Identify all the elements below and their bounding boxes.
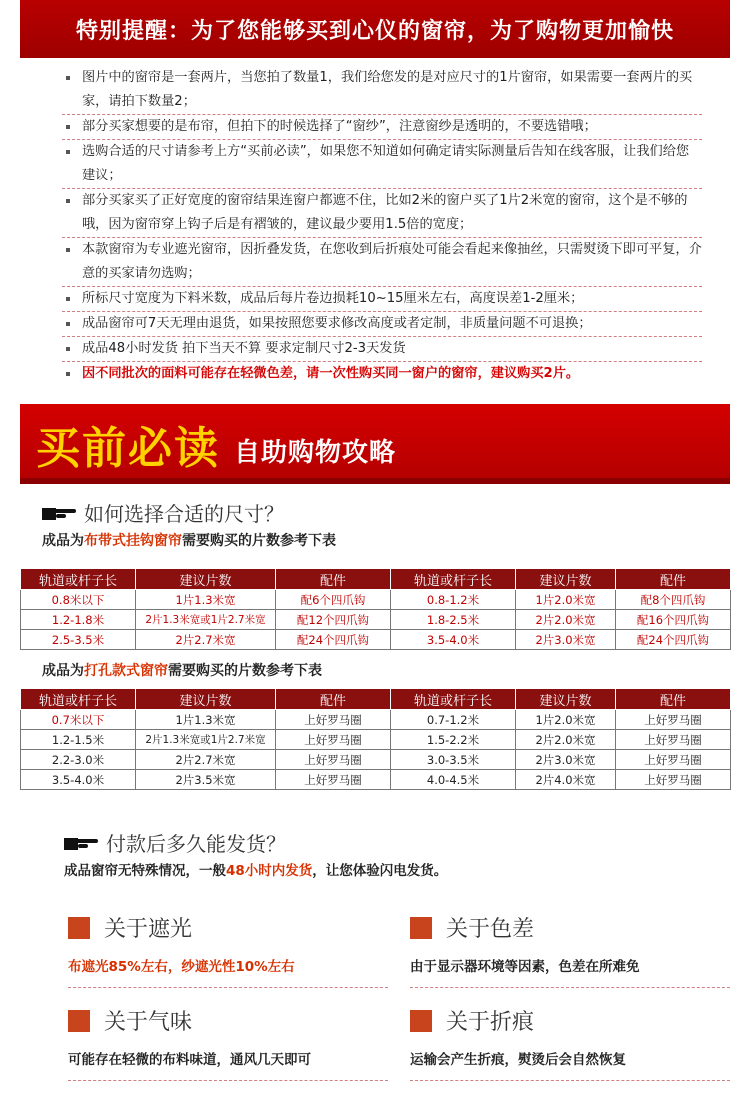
header-cell: 建议片数 [516,689,616,710]
table-cell: 上好罗马圈 [616,710,731,730]
square-icon [410,917,432,939]
table-cell: 1片1.3米宽 [136,710,276,730]
reminder-banner: 特别提醒：为了您能够买到心仪的窗帘，为了购物更加愉快 [20,0,730,58]
banner-divider [20,478,730,484]
notice-list [62,66,702,386]
table-cell: 配16个四爪钩 [616,610,731,630]
table-cell: 上好罗马圈 [276,750,391,770]
table-cell: 上好罗马圈 [276,730,391,750]
notice-item: 成品48小时发货 拍下当天不算 要求定制尺寸2-3天发货 [62,337,702,362]
table-cell: 2片3.0米宽 [516,630,616,650]
info-title: 关于遮光 [104,917,193,942]
shipping-text: 成品窗帘无特殊情况，一般48小时内发货，让您体验闪电发货。 [64,863,448,879]
table-cell: 1.2-1.5米 [21,730,136,750]
table-cell: 上好罗马圈 [616,730,731,750]
divider [68,987,388,988]
table-cell: 2片3.5米宽 [136,770,276,790]
table2-caption: 成品为打孔款式窗帘需要购买的片数参考下表 [42,663,322,679]
square-icon [410,1010,432,1032]
header-cell: 配件 [276,569,391,590]
table-cell: 配12个四爪钩 [276,610,391,630]
header-cell: 轨道或杆子长 [391,689,516,710]
table-row [21,610,731,630]
header-cell: 配件 [276,689,391,710]
header-cell: 配件 [616,569,731,590]
header-cell: 建议片数 [136,569,276,590]
divider [410,987,730,988]
bullet-icon [66,199,70,203]
table-cell: 上好罗马圈 [616,750,731,770]
info-body: 由于显示器环境等因素，色差在所难免 [410,959,640,975]
table-cell: 配6个四爪钩 [276,590,391,610]
table-row [21,590,731,610]
table-cell: 2片3.0米宽 [516,750,616,770]
notice-item: 本款窗帘为专业遮光窗帘，因折叠发货，在您收到后折痕处可能会看起来像抽丝，只需熨烫下即可平复，介意的买家请勿选购； [62,238,702,287]
table-cell: 2.2-3.0米 [21,750,136,770]
info-title: 关于色差 [446,917,535,942]
info-body: 布遮光85%左右，纱遮光性10%左右 [68,959,295,975]
table-cell: 2片2.7米宽 [136,750,276,770]
divider [68,1080,388,1081]
table-cell: 2片1.3米宽或1片2.7米宽 [136,730,276,750]
info-title: 关于气味 [104,1010,193,1035]
notice-item-warning: 因不同批次的面料可能存在轻微色差，请一次性购买同一窗户的窗帘，建议购买2片。 [62,362,702,386]
square-icon [68,1010,90,1032]
table-cell: 2片1.3米宽或1片2.7米宽 [136,610,276,630]
notice-item: 所标尺寸宽度为下料米数，成品后每片卷边损耗10~15厘米左右，高度误差1-2厘米； [62,287,702,312]
notice-item: 部分买家买了正好宽度的窗帘结果连窗户都遮不住，比如2米的窗户买了1片2米宽的窗帘，这个是不够的哦，因为窗帘穿上钩子后是有褶皱的，建议最少要用1.5倍的宽度； [62,189,702,238]
table-cell: 2片2.0米宽 [516,730,616,750]
grommet-curtain-table [20,688,731,790]
pointing-hand-icon [42,504,76,522]
notice-item: 选购合适的尺寸请参考上方“买前必读”，如果您不知道如何确定请实际测量后告知在线客服，让我们给您建议； [62,140,702,189]
table1-caption: 成品为布带式挂钩窗帘需要购买的片数参考下表 [42,533,336,549]
table-cell: 1.8-2.5米 [391,610,516,630]
table-cell: 3.5-4.0米 [21,770,136,790]
table-cell: 配24个四爪钩 [616,630,731,650]
table-cell: 配24个四爪钩 [276,630,391,650]
table-cell: 0.7米以下 [21,710,136,730]
bullet-icon [66,372,70,376]
table-cell: 2片2.7米宽 [136,630,276,650]
divider [410,1080,730,1081]
bullet-icon [66,125,70,129]
info-shading [68,912,388,988]
header-cell: 轨道或杆子长 [21,689,136,710]
table-row [21,770,731,790]
bullet-icon [66,76,70,80]
header-cell: 建议片数 [516,569,616,590]
table-row [21,710,731,730]
notice-item: 图片中的窗帘是一套两片，当您拍了数量1，我们给您发的是对应尺寸的1片窗帘，如果需要一套两片的买家，请拍下数量2； [62,66,702,115]
table-row [21,750,731,770]
table-row [21,630,731,650]
notice-item: 部分买家想要的是布帘，但拍下的时候选择了“窗纱”，注意窗纱是透明的，不要选错哦； [62,115,702,140]
info-body: 可能存在轻微的布料味道，通风几天即可 [68,1052,311,1068]
guide-banner-subtitle: 自助购物攻略 [234,437,397,468]
table-cell: 上好罗马圈 [276,710,391,730]
info-title: 关于折痕 [446,1010,535,1035]
bullet-icon [66,322,70,326]
guide-banner [20,404,730,484]
table-cell: 3.0-3.5米 [391,750,516,770]
square-icon [68,917,90,939]
hook-curtain-table [20,568,731,650]
table-cell: 1.5-2.2米 [391,730,516,750]
table-cell: 3.5-4.0米 [391,630,516,650]
bullet-icon [66,150,70,154]
header-cell: 建议片数 [136,689,276,710]
table-cell: 1片2.0米宽 [516,590,616,610]
table-cell: 配8个四爪钩 [616,590,731,610]
shipping-heading: 付款后多久能发货？ [64,828,286,857]
table-header-row [21,569,731,590]
bullet-icon [66,248,70,252]
table-cell: 1片1.3米宽 [136,590,276,610]
table-cell: 上好罗马圈 [276,770,391,790]
table-cell: 2片2.0米宽 [516,610,616,630]
info-crease [410,1005,730,1081]
table-cell: 0.8米以下 [21,590,136,610]
guide-banner-title: 买前必读 [36,423,220,474]
notice-item: 成品窗帘可7天无理由退货，如果按照您要求修改高度或者定制，非质量问题不可退换； [62,312,702,337]
table-cell: 0.7-1.2米 [391,710,516,730]
table-row [21,730,731,750]
table-cell: 1.2-1.8米 [21,610,136,630]
header-cell: 配件 [616,689,731,710]
table-cell: 2片4.0米宽 [516,770,616,790]
size-heading: 如何选择合适的尺寸？ [42,498,284,527]
table-cell: 上好罗马圈 [616,770,731,790]
table-cell: 0.8-1.2米 [391,590,516,610]
pointing-hand-icon [64,834,98,852]
info-smell [68,1005,388,1081]
table-header-row [21,689,731,710]
header-cell: 轨道或杆子长 [21,569,136,590]
bullet-icon [66,297,70,301]
table-cell: 2.5-3.5米 [21,630,136,650]
info-body: 运输会产生折痕，熨烫后会自然恢复 [410,1052,626,1068]
table-cell: 4.0-4.5米 [391,770,516,790]
bullet-icon [66,347,70,351]
info-color [410,912,730,988]
header-cell: 轨道或杆子长 [391,569,516,590]
table-cell: 1片2.0米宽 [516,710,616,730]
